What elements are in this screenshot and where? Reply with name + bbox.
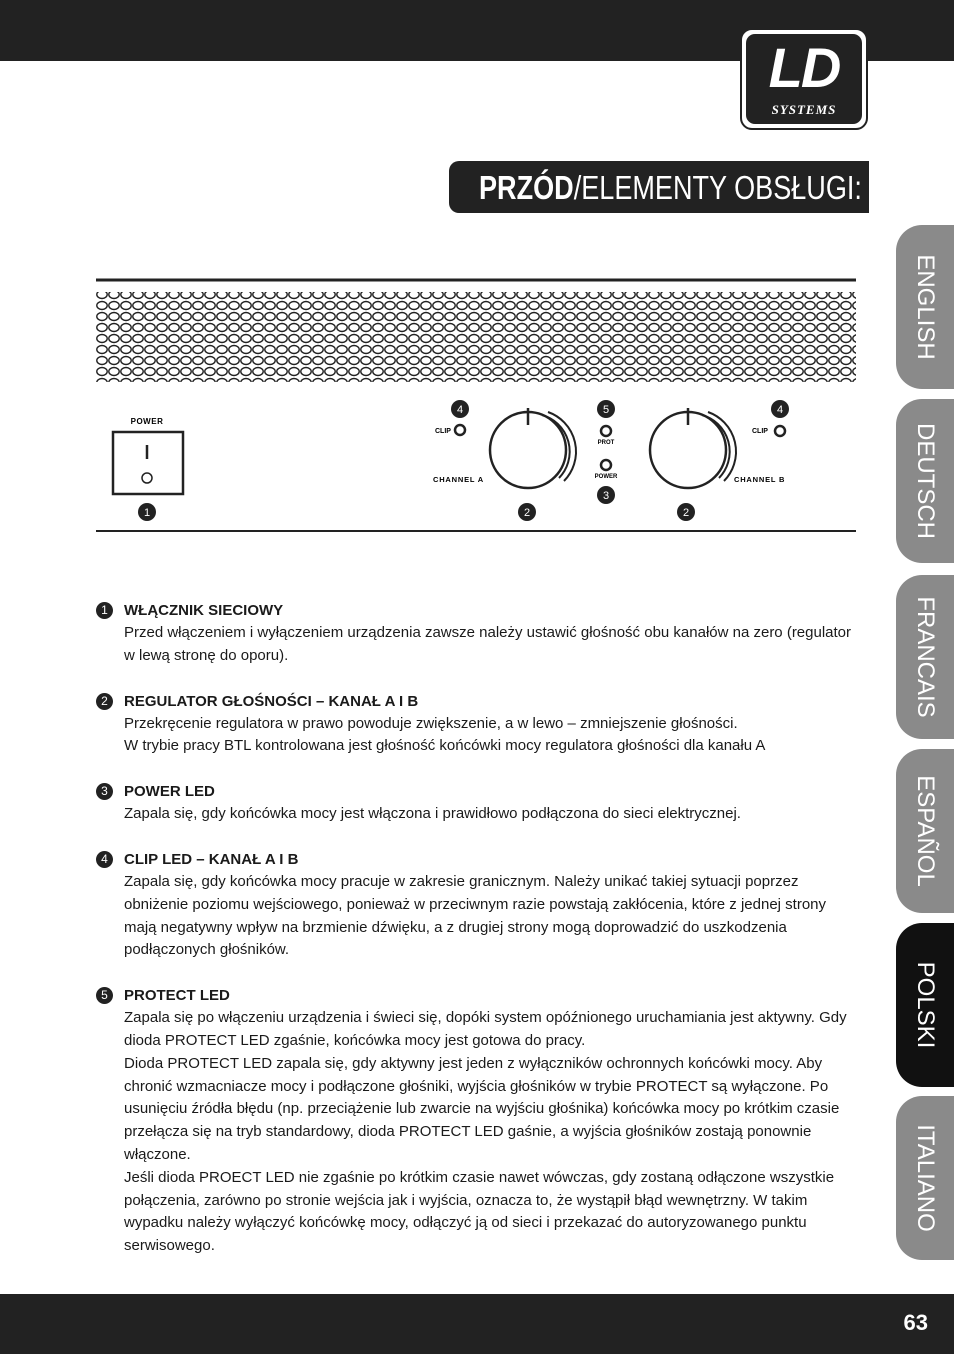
section-5 [96, 985, 860, 1258]
section-title: REGULATOR GŁOŚNOŚCI – KANAŁ A I B [124, 692, 419, 710]
tab-label: POLSKI [912, 961, 939, 1049]
section-body [124, 1007, 860, 1258]
paragraph: W trybie pracy BTL kontrolowana jest głośność końcówki mocy regulatora głośności dla kanału A [124, 737, 766, 755]
prot-label: PROT [597, 440, 615, 446]
tab-deutsch[interactable] [896, 399, 954, 563]
section-1 [96, 600, 860, 668]
channel-a-label: CHANNEL A [433, 475, 484, 484]
channel-b-label: CHANNEL B [734, 475, 786, 484]
power-led-label: POWER [594, 474, 618, 480]
paragraph: Przekręcenie regulatora w prawo powoduje zwiększenie, a w lewo – zmniejszenie głośności. [124, 714, 738, 732]
tab-label: ITALIANO [912, 1124, 939, 1232]
paragraph: Jeśli dioda PROECT LED nie zgaśnie po krótkim czasie nawet wówczas, gdy zostaną odłączone wszystkie połączenia, zarówno po stronie wejścia jak i wyjścia, oznacza to, że wystąpił błąd wewnętrzny. W takim wypadku należy wyłączyć końcówkę mocy, odłączyć ją od sieci i przekazać do autoryzowanego punktu serwisowego. [124, 1168, 835, 1255]
paragraph: Zapala się, gdy końcówka mocy pracuje w zakresie granicznym. Należy unikać takiej sytuacji poprzez obniżenie poziomu wejściowego, ponieważ w przeciwnym razie powstają zakłócenia, które z jednej strony mają negatywny wpływ na brzmienie dźwięku, a z drugiej strony mogą doprowadzić do uszkodzenia podłączonych głośników. [124, 872, 827, 959]
paragraph: Dioda PROTECT LED zapala się, gdy aktywny jest jeden z wyłączników ochronnych końcówki mocy. Aby chronić wzmacniacze mocy i podłączone głośniki, wyjścia głośników w trybie PROTECT są wyłączone. Po usunięciu źródła błędu (np. przeciążenie lub zwarcie na wyjściu głośnika) końcówka mocy po krótkim czasie przełącza się na tryb standardowy, dioda PROTECT LED gaśnie, a wyjścia głośników zostają ponownie włączone. [124, 1054, 840, 1163]
power-switch [113, 432, 183, 494]
title-regular: /ELEMENTY OBSŁUGI: [573, 169, 862, 206]
section-body [124, 622, 860, 668]
front-panel-diagram [96, 278, 856, 534]
clip-a-led [455, 425, 465, 435]
paragraph: Przed włączeniem i wyłączeniem urządzenia zawsze należy ustawić głośność obu kanałów na zero (regulator w lewą stronę do oporu). [124, 624, 852, 664]
clip-b-led [775, 426, 785, 436]
section-title: POWER LED [124, 783, 215, 801]
switch-off-mark [142, 473, 152, 483]
tab-espanol[interactable] [896, 749, 954, 913]
page-title [479, 170, 862, 206]
prot-led [601, 426, 611, 436]
callout-4b-text: 4 [776, 404, 784, 416]
section-title: WŁĄCZNIK SIECIOWY [124, 602, 284, 619]
section-2 [96, 691, 860, 759]
tab-label: ENGLISH [912, 254, 939, 360]
page-number: 63 [903, 1310, 928, 1335]
section-number: 5 [96, 987, 113, 1004]
section-body [124, 871, 860, 962]
section-title: CLIP LED – KANAŁ A I B [124, 850, 299, 868]
section-title-bar [449, 161, 869, 213]
tab-english[interactable] [896, 225, 954, 389]
section-number: 3 [96, 783, 113, 800]
footer-bar [0, 1294, 954, 1354]
tab-italiano[interactable] [896, 1096, 954, 1260]
power-label: POWER [130, 417, 164, 426]
ld-systems-logo [740, 28, 868, 130]
callout-4a-text: 4 [456, 404, 464, 416]
section-number: 1 [96, 602, 113, 619]
grille [96, 292, 856, 382]
tab-francais[interactable] [896, 575, 954, 739]
knob-b-arc2 [708, 412, 736, 481]
tab-label: ESPAÑOL [912, 775, 939, 887]
clip-a-label: CLIP [435, 428, 451, 435]
tab-label: DEUTSCH [912, 422, 939, 540]
paragraph: Zapala się po włączeniu urządzenia i świeci się, dopóki system opóźnionego uruchamiania jest aktywny. Gdy dioda PROTECT LED zgaśnie, końcówka mocy jest gotowa do pracy. [124, 1009, 847, 1049]
title-bold: PRZÓD [479, 169, 574, 206]
descriptions [96, 600, 860, 1258]
tab-polski[interactable] [896, 923, 954, 1087]
section-number: 2 [96, 693, 113, 710]
section-number: 4 [96, 851, 113, 868]
callout-2a-text: 2 [523, 507, 531, 519]
callout-1-text: 1 [143, 507, 151, 519]
knob-a-arc2 [548, 412, 576, 481]
section-title: PROTECT LED [124, 987, 230, 1005]
section-body [124, 713, 860, 759]
section-body [124, 803, 860, 826]
power-led [601, 460, 611, 470]
logo-main-text: LD [768, 36, 840, 99]
section-3 [96, 781, 860, 826]
tab-label: FRANCAIS [912, 596, 939, 718]
section-4 [96, 849, 860, 962]
logo-sub-text: SYSTEMS [771, 102, 837, 117]
clip-b-label: CLIP [752, 428, 768, 435]
callout-3-text: 3 [602, 490, 610, 502]
callout-2b-text: 2 [682, 507, 690, 519]
paragraph: Zapala się, gdy końcówka mocy jest włączona i prawidłowo podłączona do sieci elektrycznej. [124, 805, 741, 823]
callout-5-text: 5 [602, 404, 610, 416]
